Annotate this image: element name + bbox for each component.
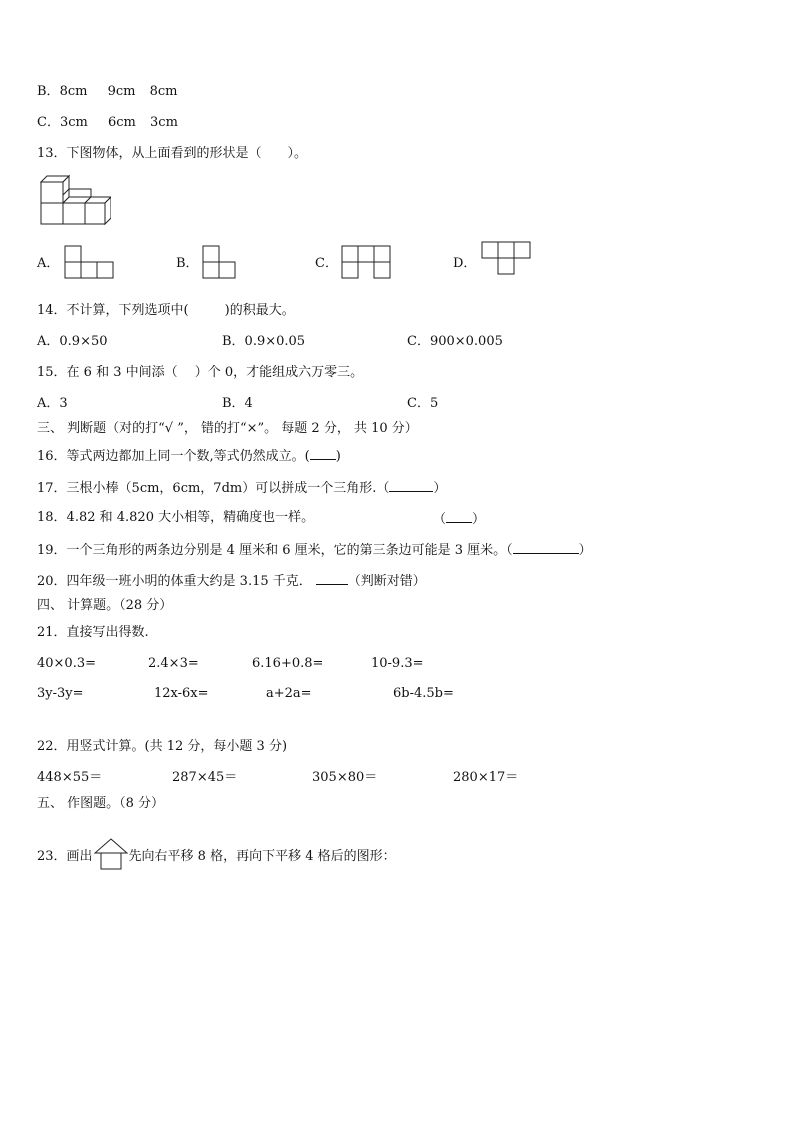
q22-item: 287×45＝: [172, 770, 238, 785]
q21-item: 2.4×3=: [148, 656, 199, 671]
section-4-heading: 四、 计算题。（28 分）: [37, 598, 173, 613]
q21-item: 40×0.3=: [37, 656, 97, 671]
q21-item: 10-9.3=: [371, 656, 424, 671]
q21-item: 6b-4.5b=: [393, 686, 454, 701]
q13-cube-figure: [37, 172, 111, 228]
q20: 20．四年级一班小明的体重大约是 3.15 千克． （判断对错）: [37, 574, 426, 589]
q13-option-b-label: B．: [176, 256, 199, 271]
q18-answer-blank[interactable]: [446, 510, 472, 523]
q16-answer-blank[interactable]: [310, 447, 336, 460]
section-5-heading: 五、 作图题。（8 分）: [37, 796, 165, 811]
q22-item: 305×80＝: [312, 770, 378, 785]
q16: 16．等式两边都加上同一个数,等式仍然成立。( ): [37, 449, 341, 464]
q22-item: 280×17＝: [453, 770, 519, 785]
q22-item: 448×55＝: [37, 770, 103, 785]
q17: 17．三根小棒（5cm，6cm，7dm）可以拼成一个三角形.（ ）: [37, 481, 447, 496]
q21-item: 12x-6x=: [154, 686, 209, 701]
q23: 23．画出 先向右平移 8 格，再向下平移 4 格后的图形：: [37, 838, 396, 870]
q15-option-c: C．5: [407, 396, 439, 411]
house-shape-icon: [94, 838, 128, 870]
q13-option-d-label: D．: [453, 256, 477, 271]
q14-option-b: B．0.9×0.05: [222, 334, 306, 349]
q14-option-c: C．900×0.005: [407, 334, 503, 349]
q15-option-b: B．4: [222, 396, 253, 411]
q21-item: 6.16+0.8=: [252, 656, 324, 671]
q13-option-d-shape: [481, 241, 531, 275]
q12-option-b: B．8cm 9cm 8cm: [37, 84, 178, 99]
q12-option-c: C．3cm 6cm 3cm: [37, 115, 178, 130]
q18-answer: （ ）: [433, 512, 486, 527]
q13-option-a-label: A．: [37, 256, 60, 271]
q13-stem: 13．下图物体，从上面看到的形状是（ ）。: [37, 146, 308, 161]
q21-item: 3y-3y=: [37, 686, 84, 701]
q19-answer-blank[interactable]: [513, 541, 579, 554]
q21-item: a+2a=: [266, 686, 312, 701]
q13-option-c-label: C．: [315, 256, 338, 271]
q13-option-a-shape: [64, 245, 114, 279]
q18: 18．4.82 和 4.820 大小相等，精确度也一样。: [37, 510, 315, 525]
q13-option-b-shape: [202, 245, 236, 279]
q17-answer-blank[interactable]: [389, 479, 433, 492]
q13-option-c-shape: [341, 245, 391, 279]
q21-stem: 21．直接写出得数.: [37, 625, 149, 640]
q14-option-a: A．0.9×50: [37, 334, 108, 349]
q14-stem: 14．不计算，下列选项中( )的积最大。: [37, 303, 295, 318]
q19: 19．一个三角形的两条边分别是 4 厘米和 6 厘米，它的第三条边可能是 3 厘米。（ ）: [37, 543, 592, 558]
q15-stem: 15．在 6 和 3 中间添（ ）个 0，才能组成六万零三。: [37, 365, 364, 380]
q15-option-a: A．3: [37, 396, 68, 411]
q20-answer-blank[interactable]: [316, 572, 348, 585]
q22-stem: 22．用竖式计算。(共 12 分，每小题 3 分): [37, 739, 288, 754]
section-3-heading: 三、 判断题（对的打“√ ”， 错的打“×”。 每题 2 分， 共 10 分）: [37, 421, 418, 436]
